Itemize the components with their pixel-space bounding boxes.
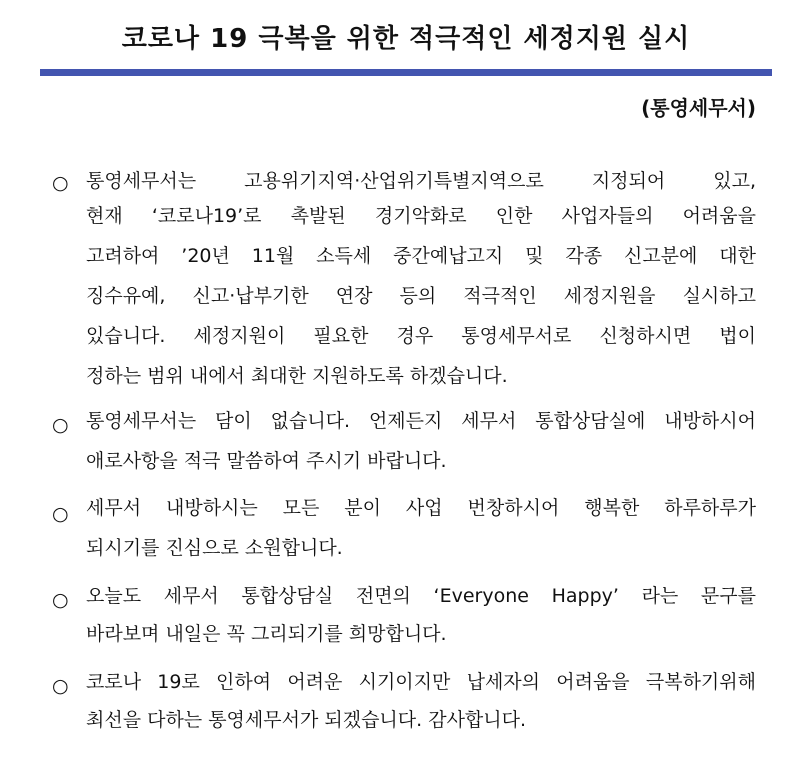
bullet-3: ○ <box>52 503 69 525</box>
paragraph-1-line-6: 정하는 범위 내에서 최대한 지원하도록 하겠습니다. <box>86 365 508 387</box>
document-title: 코로나 19 극복을 위한 적극적인 세정지원 실시 <box>121 24 691 54</box>
paragraph-1-line-2: 현재 ‘코로나19’로 촉발된 경기악화로 인한 사업자들의 어려움을 <box>86 205 756 227</box>
office-name: (통영세무서) <box>641 96 756 120</box>
paragraph-1-line-4: 징수유예, 신고·납부기한 연장 등의 적극적인 세정지원을 실시하고 <box>86 285 756 307</box>
paragraph-3-line-1: 세무서 내방하시는 모든 분이 사업 번창하시어 행복한 하루하루가 <box>86 497 756 519</box>
paragraph-1-line-5: 있습니다. 세정지원이 필요한 경우 통영세무서로 신청하시면 법이 <box>86 325 756 347</box>
paragraph-5-line-1: 코로나 19로 인하여 어려운 시기이지만 납세자의 어려움을 극복하기위해 <box>86 671 756 693</box>
paragraph-5-line-2: 최선을 다하는 통영세무서가 되겠습니다. 감사합니다. <box>86 709 527 731</box>
paragraph-4-line-2: 바라보며 내일은 꼭 그리되기를 희망합니다. <box>86 623 447 645</box>
paragraph-3-line-2: 되시기를 진심으로 소원합니다. <box>86 537 343 559</box>
bullet-5: ○ <box>52 675 69 697</box>
paragraph-2-line-2: 애로사항을 적극 말씀하여 주시기 바랍니다. <box>86 450 447 472</box>
bullet-4: ○ <box>52 589 69 611</box>
paragraph-2-line-1: 통영세무서는 담이 없습니다. 언제든지 세무서 통합상담실에 내방하시어 <box>86 410 756 432</box>
bullet-1: ○ <box>52 172 69 194</box>
paragraph-1-line-1: 통영세무서는 고용위기지역·산업위기특별지역으로 지정되어 있고, <box>86 170 756 192</box>
bullet-2: ○ <box>52 414 69 436</box>
paragraph-4-line-1: 오늘도 세무서 통합상담실 전면의 ‘Everyone Happy’ 라는 문구를 <box>86 585 756 607</box>
paragraph-1-line-3: 고려하여 ’20년 11월 소득세 중간예납고지 및 각종 신고분에 대한 <box>86 245 756 267</box>
